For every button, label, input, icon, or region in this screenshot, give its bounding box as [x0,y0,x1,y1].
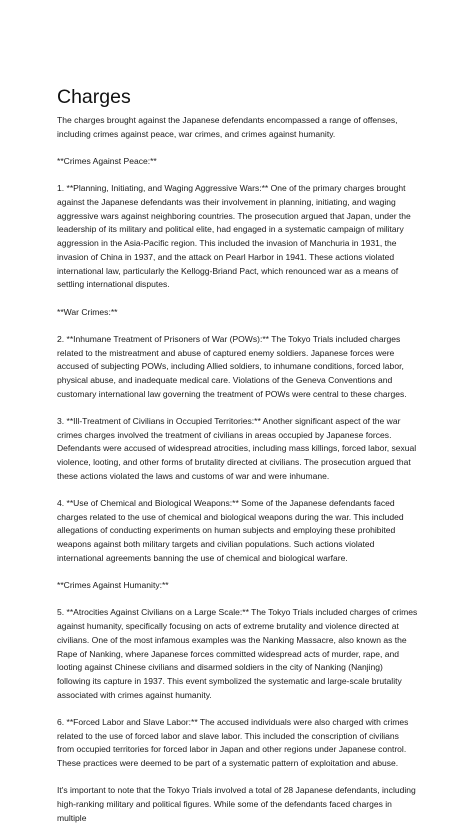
charge-paragraph-6: 6. **Forced Labor and Slave Labor:** The accused individuals were also charged with crimes related to the use of forced labor and slave labor. This included the conscription of civilians from occupied territories for forced labor in Japan and other regions under Japanese control. These practices were deemed to be part of a systematic pattern of exploitation and abuse. [57,716,409,769]
section-heading-crimes-against-peace: **Crimes Against Peace:** [57,156,157,166]
closing-paragraph: It's important to note that the Tokyo Trials involved a total of 28 Japanese defendants, including high-ranking military and political figures. While some of the defendants faced charges in multiple [57,785,416,823]
charge-paragraph-2: 2. **Inhumane Treatment of Prisoners of War (POWs):** The Tokyo Trials included charges related to the mistreatment and abuse of captured enemy soldiers. Japanese forces were accused of subjecting POWs, including Allied soldiers, to inhumane conditions, forced labor, physical abuse, and inadequate medical care. Violations of the Geneva Conventions and customary international law governing the treatment of POWs were central to these charges. [57,333,407,399]
intro-paragraph: The charges brought against the Japanese defendants encompassed a range of offenses, including crimes against peace, war crimes, and crimes against humanity. [57,115,398,139]
charge-paragraph-4: 4. **Use of Chemical and Biological Weapons:** Some of the Japanese defendants faced charges related to the use of chemical and biological weapons during the war. This included allegations of conducting experiments on human subjects and employing these prohibited weapons against both military targets and civilian populations. Such actions violated international agreements banning the use of chemical and biological warfare. [57,498,404,563]
section-heading-war-crimes: **War Crimes:** [57,306,118,317]
section-heading-crimes-against-humanity: **Crimes Against Humanity:** [57,580,169,591]
charge-paragraph-3: 3. **Ill-Treatment of Civilians in Occupied Territories:** Another significant aspect of the war crimes charges involved the treatment of civilians in areas occupied by Japanese forces. Defendants were accused of widespread atrocities, including mass killings, forced labor, sexual violence, looting, and other forms of brutality directed at civilians. The prosecution argued that these actions violated the laws and customs of war and were inhumane. [57,415,417,481]
charge-paragraph-5: 5. **Atrocities Against Civilians on a Large Scale:** The Tokyo Trials included charges of crimes against humanity, specifically focusing on acts of extreme brutality and violence directed at civilians. One of the most infamous examples was the Nanking Massacre, also known as the Rape of Nanking, where Japanese forces committed widespread acts of murder, rape, and looting against Chinese civilians and disarmed soldiers in the city of Nanking (Nanjing) following its capture in 1937. This event symbolized the systematic and large-scale brutality associated with crimes against humanity. [57,607,418,700]
document-title: Charges [57,86,131,108]
charge-paragraph-1: 1. **Planning, Initiating, and Waging Aggressive Wars:** One of the primary charges brought against the Japanese defendants was their involvement in planning, initiating, and waging aggressive wars against neighboring countries. The prosecution argued that Japan, under the leadership of its military and political elite, had engaged in a systematic campaign of military aggression in the Asia-Pacific region. This included the invasion of Manchuria in 1931, the invasion of China in 1937, and the attack on Pearl Harbor in 1941. These actions violated international law, particularly the Kellogg-Briand Pact, which renounced war as a means of settling international disputes. [57,183,411,290]
